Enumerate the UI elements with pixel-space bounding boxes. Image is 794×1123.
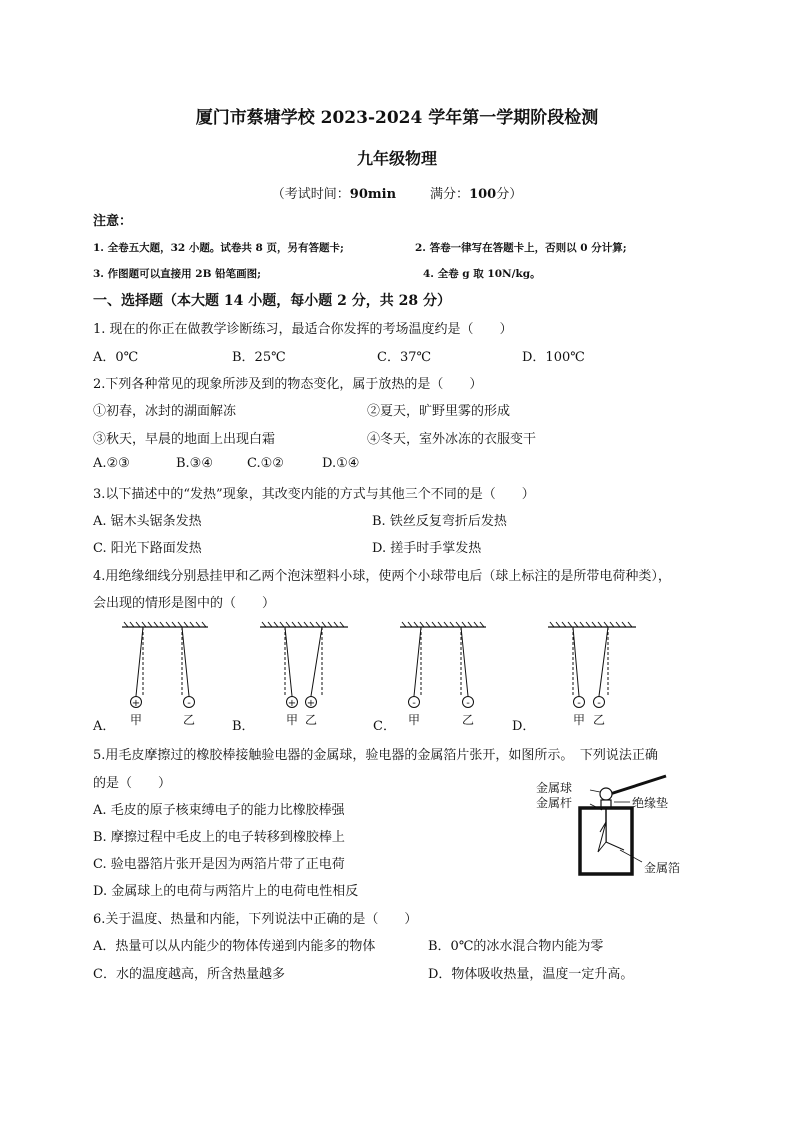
exam-time-label: （考试时间： (271, 187, 350, 202)
q5-label-pad: 绝缘垫 (632, 796, 669, 810)
q5-option-b: B. 摩擦过程中毛皮上的电子转移到橡胶棒上 (93, 830, 345, 845)
page-subtitle: 九年级物理 (356, 149, 437, 168)
q6-stem: 6.关于温度、热量和内能，下列说法中正确的是（ ） (93, 912, 418, 927)
q1-option-d: D．100℃ (522, 350, 585, 365)
q4-a-jia-label: 甲 (129, 713, 143, 727)
q4-c-jia-charge: - (412, 698, 416, 709)
page-title: 厦门市蔡塘学校 2023-2024 学年第一学期阶段检测 (195, 108, 599, 128)
q4-figure-c (400, 622, 486, 708)
q3-option-c: C. 阳光下路面发热 (93, 541, 202, 556)
q4-b-jia-label: 甲 (285, 713, 299, 727)
q6-option-b: B．0℃的冰水混合物内能为零 (428, 939, 604, 954)
q2-option-b: B.③④ (176, 456, 213, 471)
q2-option-a: A.②③ (93, 456, 130, 471)
q4-a-yi-label: 乙 (182, 713, 196, 727)
q6-option-c: C．水的温度越高，所含热量越多 (93, 967, 285, 982)
q4-c-yi-charge: - (466, 698, 470, 709)
q4-d-yi-charge: - (597, 698, 601, 709)
q6-option-a: A．热量可以从内能少的物体传递到内能多的物体 (93, 939, 376, 954)
q4-b-jia-charge: + (287, 698, 297, 709)
q4-d-jia-label: 甲 (572, 713, 586, 727)
q5-stem-line1: 5.用毛皮摩擦过的橡胶棒接触验电器的金属球，验电器的金属箔片张开，如图所示。 下列说法正确 (93, 748, 658, 763)
q2-item-4: ④冬天，室外冰冻的衣服变干 (367, 432, 537, 447)
q3-option-a: A. 锯木头锯条发热 (93, 514, 202, 529)
q4-stem-line2: 会出现的情形是图中的（ ） (93, 596, 276, 611)
q4-pendulum-figure (90, 615, 650, 735)
full-marks: 100 (469, 187, 497, 202)
q1-option-c: C．37℃ (377, 350, 432, 365)
q1-option-b: B．25℃ (232, 350, 286, 365)
notice-item-1: 1. 全卷五大题，32 小题。试卷共 8 页，另有答题卡; (93, 242, 344, 254)
notice-item-2: 2. 答卷一律写在答题卡上，否则以 0 分计算; (415, 242, 627, 254)
notice-item-4: 4. 全卷 g 取 10N/kg。 (423, 268, 541, 280)
q4-option-a: A． (93, 719, 116, 734)
q1-stem: 1. 现在的你正在做教学诊断练习，最适合你发挥的考场温度约是（ ） (93, 322, 513, 337)
q2-option-d: D.①④ (322, 456, 360, 471)
q1-option-a: A．0℃ (93, 350, 139, 365)
full-marks-label: 满分： (430, 187, 470, 202)
q5-stem-line2: 的是（ ） (93, 776, 172, 791)
q6-option-d: D．物体吸收热量，温度一定升高。 (428, 967, 634, 982)
q5-option-a: A. 毛皮的原子核束缚电子的能力比橡胶棒强 (93, 803, 345, 818)
q4-c-jia-label: 甲 (407, 713, 421, 727)
q4-b-yi-label: 乙 (304, 713, 318, 727)
q3-stem: 3.以下描述中的“发热”现象，其改变内能的方式与其他三个不同的是（ ） (93, 487, 535, 502)
q5-option-d: D. 金属球上的电荷与两箔片上的电荷电性相反 (93, 884, 359, 899)
q4-c-yi-label: 乙 (461, 713, 475, 727)
q4-stem-line1: 4.用绝缘细线分别悬挂甲和乙两个泡沫塑料小球，使两个小球带电后（球上标注的是所带电荷种类）， (93, 569, 671, 584)
q5-label-foil: 金属箔 (644, 861, 681, 875)
q5-label-rod: 金属杆 (536, 796, 573, 810)
q2-item-2: ②夏天，旷野里雾的形成 (367, 404, 511, 419)
notice-heading: 注意： (93, 214, 133, 229)
q4-figure-a (122, 622, 208, 708)
q2-item-1: ①初春，冰封的湖面解冻 (93, 404, 237, 419)
q5-label-ball: 金属球 (536, 781, 573, 795)
q4-a-jia-charge: + (131, 698, 141, 709)
q4-a-yi-charge: - (187, 698, 191, 709)
exam-time: 90min (349, 187, 397, 202)
exam-info (0, 183, 794, 202)
section-heading: 一、选择题（本大题 14 小题，每小题 2 分，共 28 分） (93, 293, 451, 309)
q4-option-b: B． (232, 719, 255, 734)
notice-item-3: 3. 作图题可以直接用 2B 铅笔画图; (93, 268, 261, 280)
q5-electroscope-figure (528, 770, 698, 885)
q5-option-c: C. 验电器箔片张开是因为两箔片带了正电荷 (93, 857, 345, 872)
q4-d-yi-label: 乙 (592, 713, 606, 727)
q4-figure-d (548, 622, 636, 708)
q4-option-d: D． (512, 719, 536, 734)
q2-item-3: ③秋天，早晨的地面上出现白霜 (93, 432, 276, 447)
q4-option-c: C． (373, 719, 396, 734)
q2-option-c: C.①② (247, 456, 284, 471)
q3-option-b: B. 铁丝反复弯折后发热 (372, 514, 507, 529)
full-marks-suffix: 分） (496, 187, 523, 202)
q3-option-d: D. 搓手时手掌发热 (372, 541, 482, 556)
q2-stem: 2.下列各种常见的现象所涉及到的物态变化，属于放热的是（ ） (93, 377, 483, 392)
q4-d-jia-charge: - (577, 698, 581, 709)
q4-figure-b (260, 622, 348, 708)
q4-b-yi-charge: + (306, 698, 316, 709)
